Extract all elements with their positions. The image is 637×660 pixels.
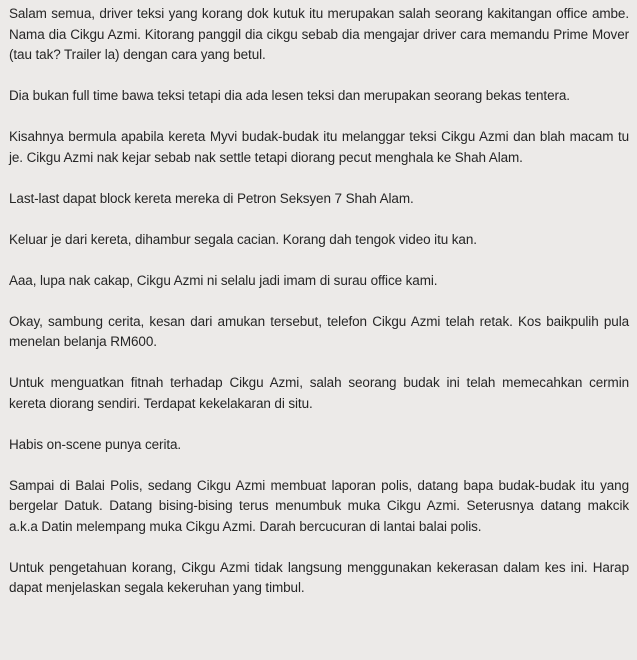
paragraph-10: Sampai di Balai Polis, sedang Cikgu Azmi membuat laporan polis, datang bapa budak-budak itu yang bergelar Datuk. Datang bising-bising terus menumbuk muka Cikgu Azmi. Seterusnya datang makcik a.k.a Datin melempang muka Cikgu Azmi. Darah bercucuran di lantai balai polis. — [9, 477, 629, 534]
paragraph-11: Untuk pengetahuan korang, Cikgu Azmi tidak langsung menggunakan kekerasan dalam kes ini. Harap dapat menjelaskan segala kekeruhan yang timbul. — [9, 559, 629, 595]
paragraph-2: Dia bukan full time bawa teksi tetapi dia ada lesen teksi dan merupakan seorang bekas tentera. — [9, 88, 570, 103]
paragraph-4: Last-last dapat block kereta mereka di Petron Seksyen 7 Shah Alam. — [9, 190, 414, 206]
paragraph-7: Okay, sambung cerita, kesan dari amukan tersebut, telefon Cikgu Azmi telah retak. Kos baikpulih pula menelan belanja RM600. — [9, 313, 629, 349]
paragraph-1: Salam semua, driver teksi yang korang dok kutuk itu merupakan salah seorang kakitangan office ambe. Nama dia Cikgu Azmi. Kitorang panggil dia cikgu sebab dia mengajar driver cara memandu Prime Mover (tau tak? Trailer la) dengan cara yang betul. — [9, 6, 629, 62]
paragraph-5: Keluar je dari kereta, dihambur segala cacian. Korang dah tengok video itu kan. — [9, 231, 477, 247]
paragraph-6: Aaa, lupa nak cakap, Cikgu Azmi ni selalu jadi imam di surau office kami. — [9, 272, 438, 288]
paragraph-3: Kisahnya bermula apabila kereta Myvi budak-budak itu melanggar teksi Cikgu Azmi dan blah macam tu je. Cikgu Azmi nak kejar sebab nak settle tetapi diorang pecut menghala ke Shah Alam. — [9, 129, 629, 165]
paragraph-8: Untuk menguatkan fitnah terhadap Cikgu Azmi, salah seorang budak ini telah memecahkan cermin kereta diorang sendiri. Terdapat kekelakaran di situ. — [9, 375, 629, 411]
paragraph-9: Habis on-scene punya cerita. — [9, 436, 182, 452]
